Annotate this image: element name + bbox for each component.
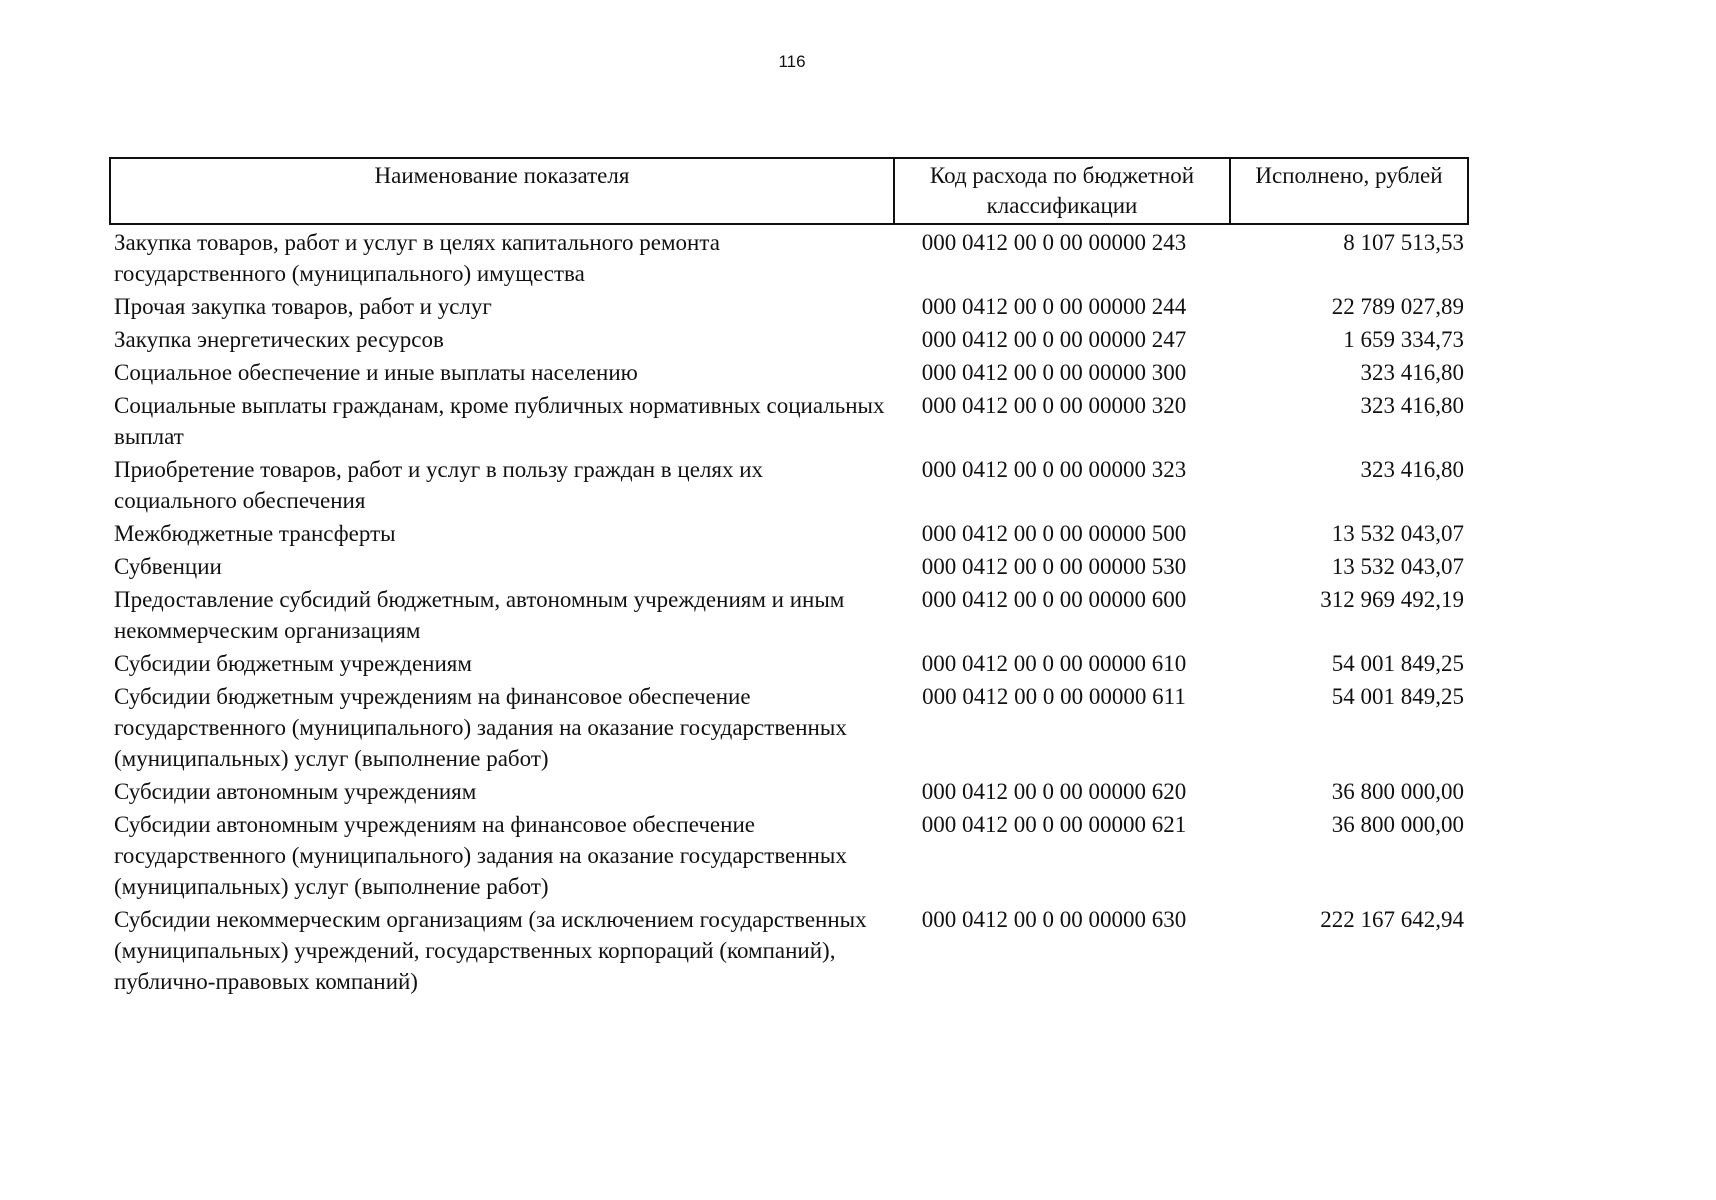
row-code: 000 0412 00 0 00 00000 611	[922, 684, 1186, 709]
row-name: Субвенции	[114, 554, 222, 579]
row-code: 000 0412 00 0 00 00000 300	[921, 360, 1187, 385]
row-amount: 54 001 849,25	[1331, 684, 1464, 709]
row-code: 000 0412 00 0 00 00000 500	[921, 521, 1187, 546]
row-amount: 8 107 513,53	[1343, 230, 1464, 255]
row-name: Приобретение товаров, работ и услуг в пользу граждан в целях их социального обеспечения	[114, 457, 764, 513]
row-name: Закупка товаров, работ и услуг в целях капитального ремонта государственного (муниципального) имущества	[114, 230, 720, 286]
table-row	[110, 809, 1468, 904]
table-row	[110, 584, 1468, 648]
table-row	[110, 357, 1468, 390]
row-amount: 13 532 043,07	[1331, 521, 1464, 546]
table-row	[110, 291, 1468, 324]
row-name: Межбюджетные трансферты	[114, 521, 396, 546]
row-amount: 13 532 043,07	[1331, 554, 1464, 579]
row-name: Предоставление субсидий бюджетным, автономным учреждениям и иным некоммерческим организациям	[114, 587, 845, 643]
row-amount: 22 789 027,89	[1331, 294, 1464, 319]
row-amount: 36 800 000,00	[1331, 779, 1464, 804]
row-code: 000 0412 00 0 00 00000 610	[921, 651, 1187, 676]
header-code: Код расхода по бюджетной классификации	[894, 158, 1230, 224]
row-name: Закупка энергетических ресурсов	[114, 327, 444, 352]
table-row	[110, 518, 1468, 551]
page-number: 116	[778, 52, 806, 71]
row-name: Социальное обеспечение и иные выплаты населению	[114, 360, 638, 385]
row-code: 000 0412 00 0 00 00000 600	[921, 587, 1187, 612]
row-name: Субсидии автономным учреждениям	[114, 779, 477, 804]
row-amount: 312 969 492,19	[1320, 587, 1464, 612]
row-amount: 222 167 642,94	[1320, 907, 1464, 932]
row-name: Социальные выплаты гражданам, кроме публичных нормативных социальных выплат	[114, 393, 885, 449]
table-header	[110, 158, 1468, 224]
row-amount: 323 416,80	[1360, 360, 1464, 385]
row-code: 000 0412 00 0 00 00000 320	[921, 393, 1187, 418]
row-name: Субсидии бюджетным учреждениям	[114, 651, 472, 676]
row-amount: 1 659 334,73	[1343, 327, 1464, 352]
row-amount: 36 800 000,00	[1331, 812, 1464, 837]
row-code: 000 0412 00 0 00 00000 247	[921, 327, 1187, 352]
header-amount: Исполнено, рублей	[1230, 158, 1468, 224]
table-row	[110, 776, 1468, 809]
row-code: 000 0412 00 0 00 00000 630	[921, 907, 1187, 932]
table-row	[110, 324, 1468, 357]
row-code: 000 0412 00 0 00 00000 620	[921, 779, 1187, 804]
header-row	[110, 158, 1468, 224]
row-name: Субсидии некоммерческим организациям (за исключением государственных (муниципальных) учреждений, государственных корпораций (компаний), публично-правовых компаний)	[114, 907, 867, 994]
row-name: Прочая закупка товаров, работ и услуг	[114, 294, 492, 319]
row-code: 000 0412 00 0 00 00000 244	[921, 294, 1187, 319]
table-row	[110, 390, 1468, 454]
row-amount: 54 001 849,25	[1331, 651, 1464, 676]
row-code: 000 0412 00 0 00 00000 323	[921, 457, 1187, 482]
row-code: 000 0412 00 0 00 00000 621	[921, 812, 1187, 837]
table-row	[110, 551, 1468, 584]
table-body	[110, 224, 1468, 999]
header-name: Наименование показателя	[110, 158, 894, 224]
row-name: Субсидии бюджетным учреждениям на финансовое обеспечение государственного (муниципального) задания на оказание государственных (муниципальных) услуг (выполнение работ)	[114, 684, 847, 771]
row-code: 000 0412 00 0 00 00000 243	[921, 230, 1187, 255]
table-row	[110, 224, 1468, 291]
table-row	[110, 681, 1468, 776]
row-amount: 323 416,80	[1360, 393, 1464, 418]
row-code: 000 0412 00 0 00 00000 530	[921, 554, 1187, 579]
table-row	[110, 648, 1468, 681]
table-row	[110, 454, 1468, 518]
table-row	[110, 904, 1468, 999]
row-amount: 323 416,80	[1360, 457, 1464, 482]
row-name: Субсидии автономным учреждениям на финансовое обеспечение государственного (муниципального) задания на оказание государственных (муниципальных) услуг (выполнение работ)	[114, 812, 847, 899]
expenditure-table	[109, 157, 1469, 999]
